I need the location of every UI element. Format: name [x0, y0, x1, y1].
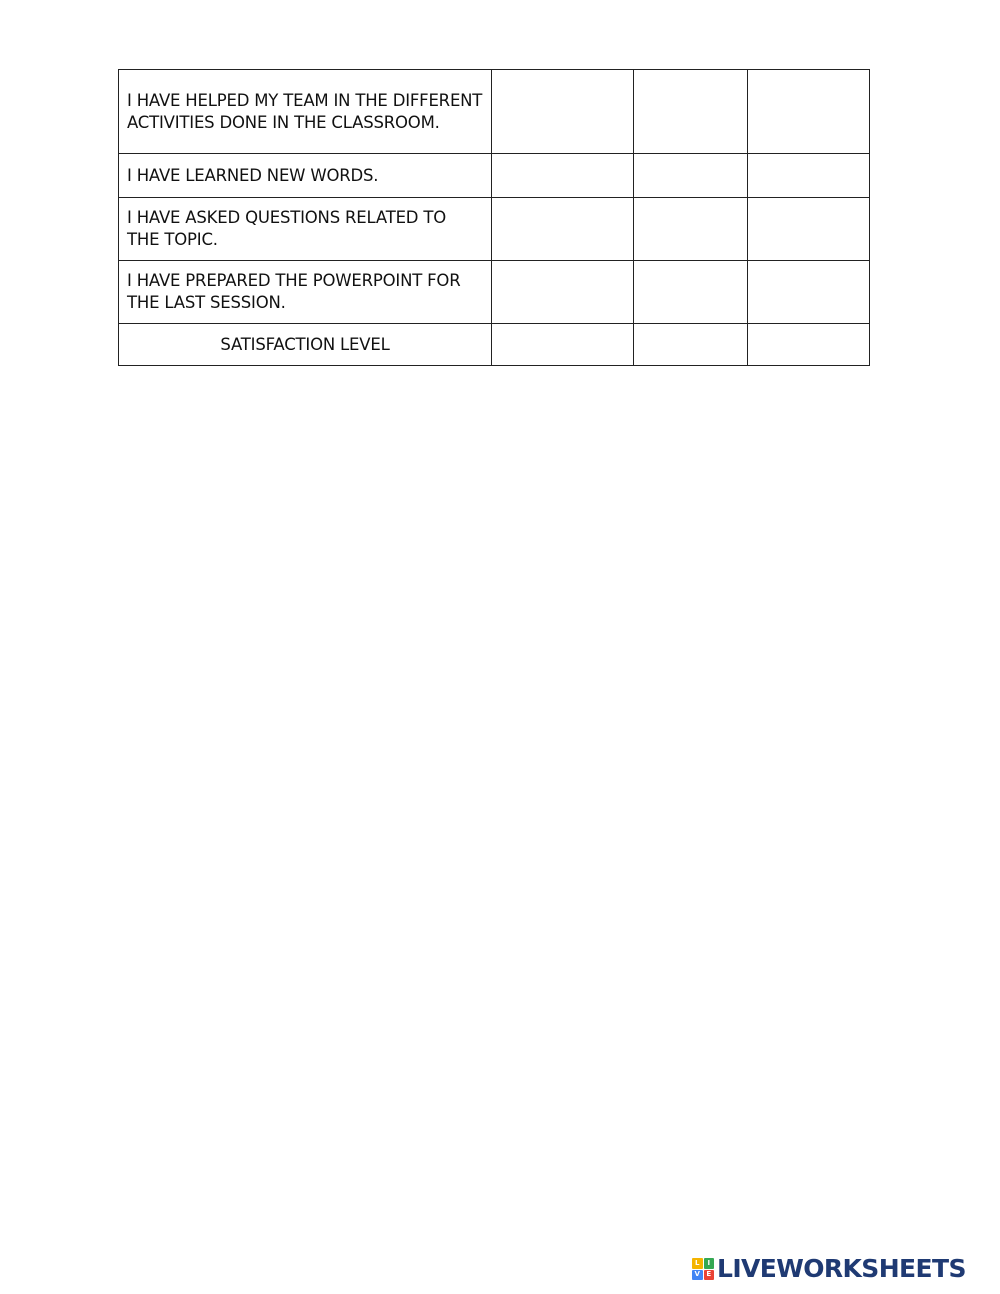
- answer-cell[interactable]: [748, 154, 870, 198]
- liveworksheets-logo-icon: [692, 1258, 714, 1280]
- logo-letter: L: [692, 1258, 703, 1269]
- satisfaction-level-label: SATISFACTION LEVEL: [119, 324, 492, 366]
- table-row: [119, 198, 870, 261]
- statement-cell: I HAVE PREPARED THE POWERPOINT FOR THE LAST SESSION.: [119, 261, 492, 324]
- table-row: [119, 261, 870, 324]
- answer-cell[interactable]: [492, 70, 634, 154]
- table-row: [119, 324, 870, 366]
- statement-cell: I HAVE HELPED MY TEAM IN THE DIFFERENT ACTIVITIES DONE IN THE CLASSROOM.: [119, 70, 492, 154]
- answer-cell[interactable]: [492, 198, 634, 261]
- liveworksheets-logo: [692, 1255, 966, 1283]
- answer-cell[interactable]: [634, 198, 748, 261]
- logo-letter: E: [704, 1270, 715, 1281]
- logo-letter: V: [692, 1270, 703, 1281]
- answer-cell[interactable]: [748, 261, 870, 324]
- brand-text: LIVEWORKSHEETS: [717, 1254, 966, 1283]
- answer-cell[interactable]: [634, 70, 748, 154]
- answer-cell[interactable]: [634, 154, 748, 198]
- answer-cell[interactable]: [748, 70, 870, 154]
- answer-cell[interactable]: [748, 324, 870, 366]
- table-row: [119, 70, 870, 154]
- answer-cell[interactable]: [492, 324, 634, 366]
- statement-cell: I HAVE ASKED QUESTIONS RELATED TO THE TOPIC.: [119, 198, 492, 261]
- answer-cell[interactable]: [492, 261, 634, 324]
- answer-cell[interactable]: [634, 261, 748, 324]
- answer-cell[interactable]: [748, 198, 870, 261]
- self-evaluation-table: [118, 69, 870, 366]
- answer-cell[interactable]: [634, 324, 748, 366]
- table-row: [119, 154, 870, 198]
- statement-cell: I HAVE LEARNED NEW WORDS.: [119, 154, 492, 198]
- answer-cell[interactable]: [492, 154, 634, 198]
- logo-letter: I: [704, 1258, 715, 1269]
